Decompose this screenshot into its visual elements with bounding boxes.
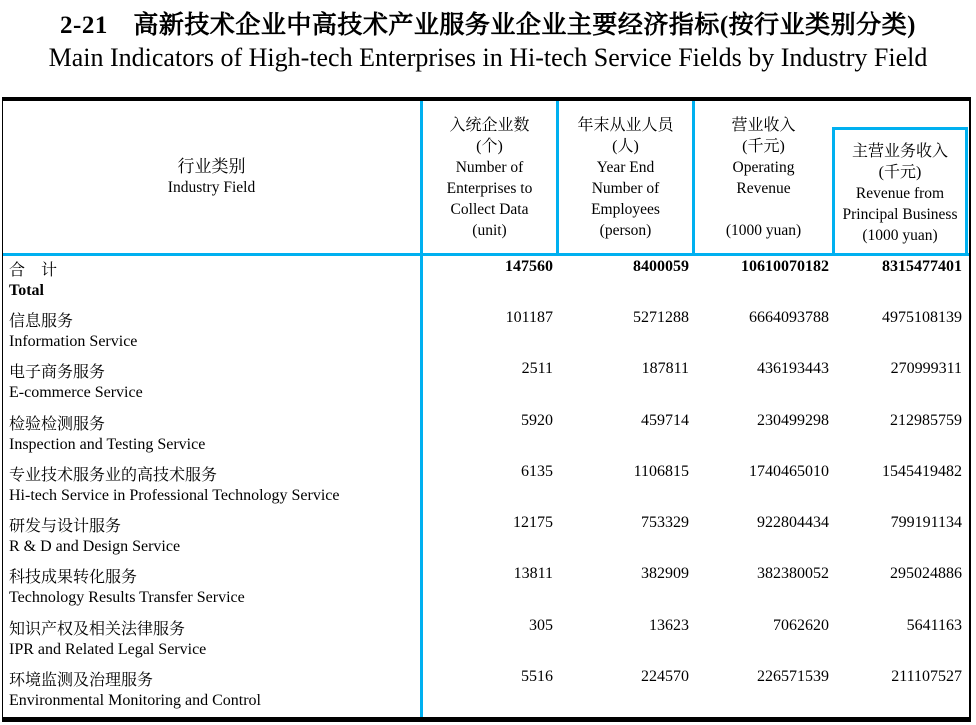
header-line: Operating — [732, 159, 795, 176]
header-line: Number of — [591, 180, 660, 197]
row-label-en: Hi-tech Service in Professional Technology Service — [9, 486, 340, 504]
row-label-zh: 专业技术服务业的高技术服务 — [9, 466, 218, 484]
row-label-en: R & D and Design Service — [9, 538, 181, 556]
cell-principal-revenue: 212985759 — [890, 411, 962, 429]
cell-operating-revenue: 922804434 — [757, 514, 829, 532]
cell-enterprises: 6135 — [521, 462, 553, 480]
column-separator — [692, 101, 695, 253]
cell-operating-revenue: 230499298 — [757, 411, 829, 429]
cell-principal-revenue: 8315477401 — [882, 258, 962, 275]
row-label-zh: 电子商务服务 — [9, 364, 106, 382]
header-line: Revenue from — [855, 185, 945, 202]
col-header-enterprises — [423, 115, 556, 241]
row-label-en: E-commerce Service — [9, 384, 143, 402]
header-line: Principal Business — [842, 206, 958, 223]
cell-operating-revenue: 10610070182 — [741, 258, 829, 275]
row-label-en: Technology Results Transfer Service — [9, 589, 245, 607]
row-label-en: IPR and Related Legal Service — [9, 640, 207, 658]
cell-enterprises: 13811 — [513, 565, 553, 583]
cell-employees: 1106815 — [633, 462, 689, 480]
cell-principal-revenue: 5641163 — [906, 616, 962, 634]
header-line: Employees — [591, 201, 660, 218]
cell-principal-revenue: 295024886 — [890, 565, 962, 583]
table-row — [3, 461, 969, 512]
principal-revenue-highlight-box — [832, 127, 968, 256]
table-row — [3, 563, 969, 614]
row-label-en: Environmental Monitoring and Control — [9, 691, 261, 709]
header-line: (1000 yuan) — [862, 227, 938, 244]
table-row — [3, 358, 969, 409]
cell-operating-revenue: 6664093788 — [749, 309, 829, 327]
header-line: (1000 yuan) — [725, 222, 802, 239]
header-line: 行业类别 — [177, 157, 246, 176]
row-label-zh: 研发与设计服务 — [9, 518, 122, 536]
row-label-zh: 信息服务 — [9, 313, 74, 331]
header-line: Industry Field — [167, 179, 256, 196]
cell-enterprises: 147560 — [505, 258, 553, 275]
header-line: (人) — [612, 138, 639, 155]
table-row — [3, 666, 969, 717]
cell-enterprises: 2511 — [521, 360, 553, 378]
cell-employees: 8400059 — [633, 258, 689, 275]
cell-principal-revenue: 270999311 — [890, 360, 962, 378]
header-line: (千元) — [878, 164, 922, 181]
cell-enterprises: 101187 — [505, 309, 553, 327]
row-label-en: Total — [9, 282, 44, 299]
cell-operating-revenue: 1740465010 — [749, 462, 829, 480]
header-line: Year End — [596, 159, 655, 176]
cell-principal-revenue: 4975108139 — [882, 309, 962, 327]
cell-employees: 187811 — [641, 360, 689, 378]
table-row — [3, 256, 969, 307]
cell-employees: 5271288 — [633, 309, 689, 327]
row-label-zh: 检验检测服务 — [9, 415, 106, 433]
cell-employees: 753329 — [641, 514, 689, 532]
column-separator — [556, 101, 559, 253]
header-line: (个) — [476, 138, 503, 155]
indicators-table — [2, 97, 971, 722]
table-row — [3, 615, 969, 666]
header-line: Enterprises to — [446, 180, 533, 197]
page-title-en: Main Indicators of High-tech Enterprises in Hi-tech Service Fields by Industry Field — [48, 43, 928, 72]
table-body — [3, 256, 969, 717]
cell-enterprises: 5516 — [521, 667, 553, 685]
header-line: Collect Data — [450, 201, 529, 218]
row-label-en: Inspection and Testing Service — [9, 435, 206, 453]
cell-operating-revenue: 436193443 — [757, 360, 829, 378]
cell-principal-revenue: 211107527 — [891, 667, 962, 685]
row-label-en: Information Service — [9, 333, 138, 351]
header-line: Revenue — [736, 180, 791, 197]
header-line: 主营业务收入 — [851, 143, 948, 160]
page-title-zh: 2-21 高新技术企业中高技术产业服务业企业主要经济指标(按行业类别分类) — [60, 12, 916, 39]
header-line: (person) — [599, 222, 652, 239]
cell-enterprises: 305 — [529, 616, 553, 634]
header-line: 年末从业人员 — [577, 117, 674, 134]
table-row — [3, 512, 969, 563]
header-line: Number of — [455, 159, 524, 176]
row-label-zh: 科技成果转化服务 — [9, 569, 138, 587]
cell-principal-revenue: 1545419482 — [882, 462, 962, 480]
table-row — [3, 410, 969, 461]
cell-operating-revenue: 7062620 — [773, 616, 829, 634]
cell-employees: 13623 — [649, 616, 689, 634]
col-header-operating-revenue — [695, 115, 832, 241]
col-header-industry-field — [3, 101, 420, 253]
header-line: (千元) — [742, 138, 785, 155]
cell-operating-revenue: 226571539 — [757, 667, 829, 685]
header-line: 入统企业数 — [449, 117, 530, 134]
table-row — [3, 307, 969, 358]
col-header-employees — [559, 115, 692, 241]
cell-principal-revenue: 799191134 — [890, 514, 962, 532]
header-line — [695, 199, 832, 220]
cell-employees: 459714 — [641, 411, 689, 429]
row-label-zh: 环境监测及治理服务 — [9, 671, 154, 689]
row-label-zh: 合 计 — [9, 262, 58, 279]
header-line: (unit) — [472, 222, 507, 239]
cell-operating-revenue: 382380052 — [757, 565, 829, 583]
cell-enterprises: 12175 — [513, 514, 553, 532]
row-label-zh: 知识产权及相关法律服务 — [9, 620, 186, 638]
cell-employees: 224570 — [641, 667, 689, 685]
header-line: 营业收入 — [731, 117, 796, 134]
cell-employees: 382909 — [641, 565, 689, 583]
cell-enterprises: 5920 — [521, 411, 553, 429]
